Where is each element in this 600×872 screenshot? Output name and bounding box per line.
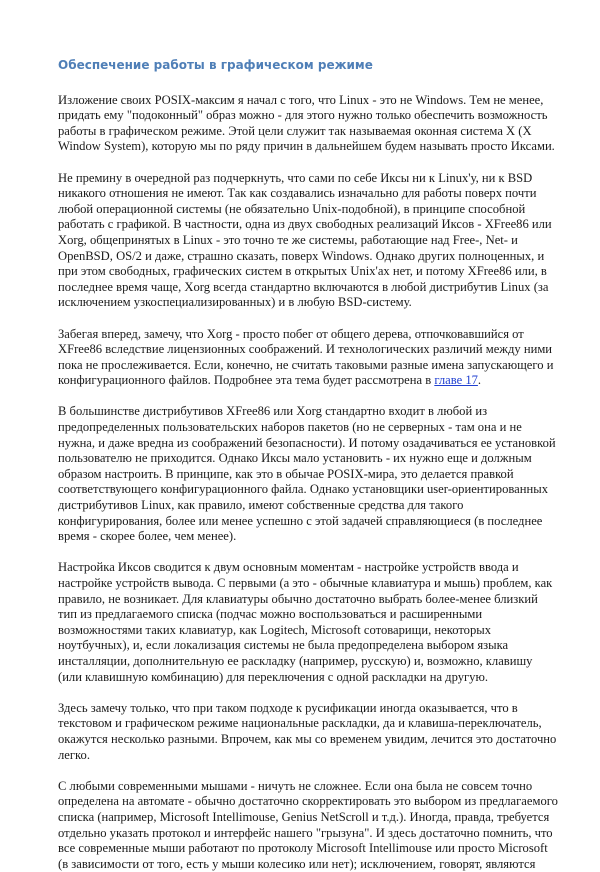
paragraph-russification: Здесь замечу только, что при таком подходе к русификации иногда оказывается, что в текстовом и графическом режиме национальные раскладки, да и клавиша-переключатель, окажутся несколько разными. Впрочем, как мы со временем увидим, лечится это достаточно легко.	[58, 700, 557, 762]
paragraph-input-devices: Настройка Иксов сводится к двум основным моментам - настройке устройств ввода и настройке устройств вывода. С первыми (а это - обычные клавиатура и мышь) проблем, как правило, не возникает. Для клавиатуры обычно достаточно выбрать более-менее близкий тип из предлагаемого списка (подчас можно воспользоваться и расширенными возможностями таких клавиатур, как Logitech, Microsoft сотоварищи, некоторых ноутбучных), и, если локализация системы не была предопределена выбором языка инсталляции, дополнительную ее раскладку (например, русскую) и, возможно, клавишу (или клавишную комбинацию) для переключения с одной раскладки на другую.	[58, 560, 553, 684]
paragraph-xorg-end: .	[477, 373, 482, 388]
paragraph-mice: С любыми современными мышами - ничуть не сложнее. Если она была не совсем точно определена на автомате - обычно достаточно скорректировать это выбором из предлагаемого списка (например, Microsoft Intellimouse, Genius NetScroll и т.д.). Иногда, правда, требуется отдельно указать протокол и интерфейс нашего "грызуна". И здесь достаточно помнить, что все современные мыши работают по протоколу Microsoft Intellimouse или просто Microsoft (в зависимости от того, есть у мыши колесико или нет); исключением, говорят, являются	[58, 778, 558, 871]
paragraph-xorg	[58, 327, 558, 389]
section-heading: Обеспечение работы в графическом режиме	[58, 58, 373, 72]
chapter-17-link[interactable]: главе 17	[434, 373, 478, 388]
paragraph-distributions: В большинстве дистрибутивов XFree86 или Xorg стандартно входит в любой из предопределенных пользовательских наборов пакетов (но не серверных - там она и не нужна, и даже вредна из соображений безопасности). И потому озадачиваться ее установкой пользователю не приходится. Однако Иксы мало установить - их нужно еще и должным образом настроить. В принципе, как это в обычае POSIX-мира, это делается правкой соответствующего конфигурационного файла. Однако установщики user-ориентированных дистрибутивов Linux, как правило, имеют собственные средства для такого конфигурирования, более или менее успешно с этой задачей справляющиеся (в последнее время - скорее более, чем менее).	[58, 404, 556, 544]
paragraph-xorg-text: Забегая вперед, замечу, что Xorg - просто побег от общего дерева, отпочковавшийся от XFree86 вследствие лицензионных соображений. И технологических различий между ними пока не прослеживается. Если, конечно, не считать таковыми разные имена запускающего и конфигурационного файлов. Подробнее эта тема будет рассмотрена в	[58, 326, 554, 388]
paragraph-intro: Изложение своих POSIX-максим я начал с того, что Linux - это не Windows. Тем не менее, придать ему "подоконный" образ можно - для этого нужно только обеспечить возможность работы в графическом режиме. Этой цели служит так называемая оконная система X (X Window System), которую мы по ряду причин в дальнейшем будем называть просто Иксами.	[58, 92, 555, 154]
document-page	[58, 48, 558, 872]
paragraph-x-systems: Не премину в очередной раз подчеркнуть, что сами по себе Иксы ни к Linux'у, ни к BSD никакого отношения не имеют. Так как создавались изначально для работы поверх почти любой операционной системы (не обязательно Unix-подобной), в принципе способной работать с графикой. В частности, одна из двух свободных реализаций Иксов - XFree86 или Xorg, общепринятых в Linux - это точно те же системы, работающие над Free-, Net- и OpenBSD, OS/2 и даже, страшно сказать, поверх Windows. Однако других полноценных, и при этом свободных, графических систем в открытых Unix'ах нет, и потому XFree86 или, в последнее время чаще, Xorg всегда стандартно включаются в любой дистрибутив Linux (за исключением узкоспециализированных) и в любую BSD-систему.	[58, 170, 552, 310]
